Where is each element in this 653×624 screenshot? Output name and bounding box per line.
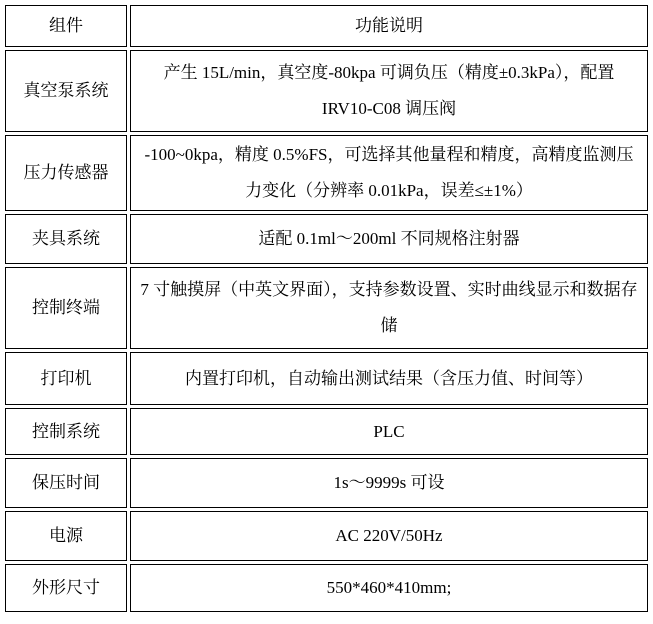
description-cell: AC 220V/50Hz bbox=[130, 511, 648, 561]
spec-table bbox=[2, 2, 651, 615]
table-row bbox=[5, 214, 648, 264]
table-header-row bbox=[5, 5, 648, 47]
description-cell: 适配 0.1ml～200ml 不同规格注射器 bbox=[130, 214, 648, 264]
description-cell: 550*460*410mm; bbox=[130, 564, 648, 612]
table-row bbox=[5, 267, 648, 349]
component-cell: 压力传感器 bbox=[5, 135, 127, 211]
header-cell-component: 组件 bbox=[5, 5, 127, 47]
table-row bbox=[5, 564, 648, 612]
description-cell: -100~0kpa，精度 0.5%FS，可选择其他量程和精度，高精度监测压力变化（分辨率 0.01kPa，误差≤±1%） bbox=[130, 135, 648, 211]
header-cell-description: 功能说明 bbox=[130, 5, 648, 47]
description-cell: 产生 15L/min，真空度-80kpa 可调负压（精度±0.3kPa），配置 IRV10-C08 调压阀 bbox=[130, 50, 648, 132]
description-cell: 7 寸触摸屏（中英文界面），支持参数设置、实时曲线显示和数据存储 bbox=[130, 267, 648, 349]
description-cell: 内置打印机，自动输出测试结果（含压力值、时间等） bbox=[130, 352, 648, 405]
component-cell: 电源 bbox=[5, 511, 127, 561]
component-cell: 夹具系统 bbox=[5, 214, 127, 264]
table-row bbox=[5, 408, 648, 455]
component-cell: 控制终端 bbox=[5, 267, 127, 349]
description-cell: PLC bbox=[130, 408, 648, 455]
component-cell: 保压时间 bbox=[5, 458, 127, 508]
table-row bbox=[5, 458, 648, 508]
component-cell: 真空泵系统 bbox=[5, 50, 127, 132]
component-cell: 打印机 bbox=[5, 352, 127, 405]
description-cell: 1s～9999s 可设 bbox=[130, 458, 648, 508]
table-row bbox=[5, 352, 648, 405]
component-cell: 控制系统 bbox=[5, 408, 127, 455]
table-row bbox=[5, 511, 648, 561]
table-row bbox=[5, 135, 648, 211]
component-cell: 外形尺寸 bbox=[5, 564, 127, 612]
table-row bbox=[5, 50, 648, 132]
